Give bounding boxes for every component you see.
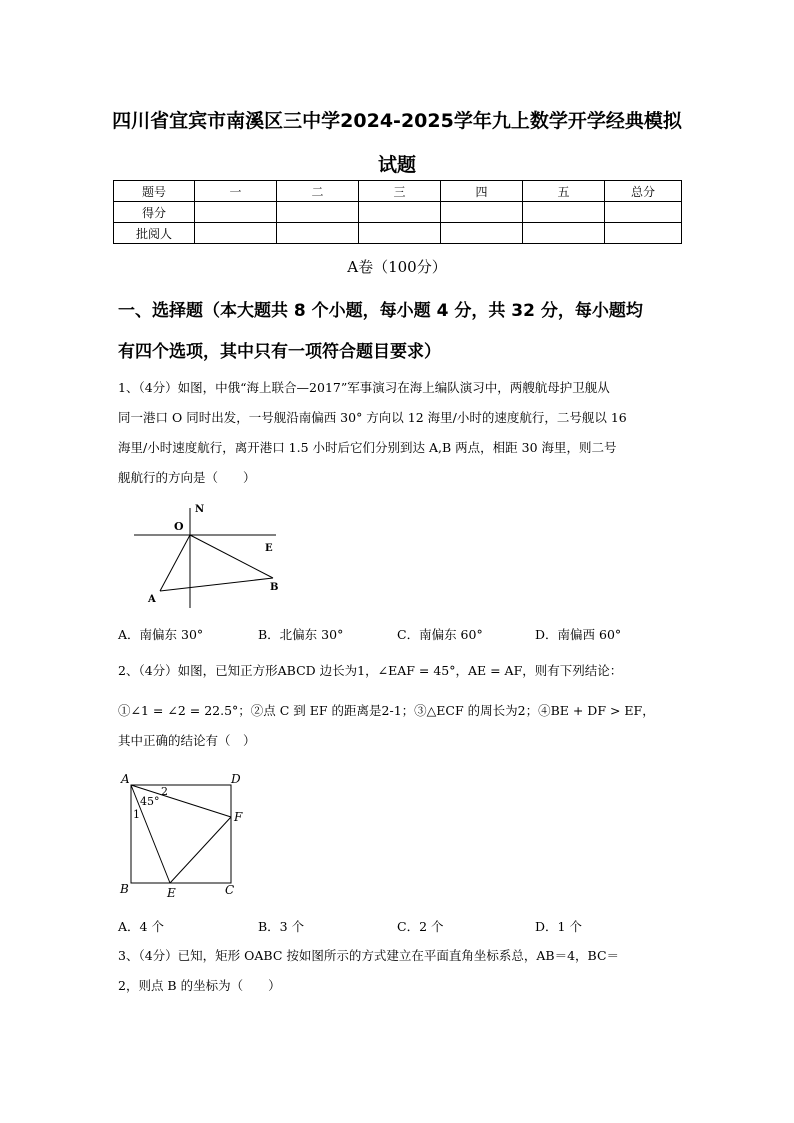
title-line-1: 四川省宜宾市南溪区三中学2024-2025学年九上数学开学经典模拟 — [112, 110, 682, 132]
q1-line: 舰航行的方向是（ ） — [118, 470, 256, 485]
q2-line: 其中正确的结论有（ ） — [118, 733, 256, 748]
score-cell — [441, 202, 523, 223]
section-heading-line-1: 一、选择题（本大题共 8 个小题，每小题 4 分，共 32 分，每小题均 — [118, 301, 643, 321]
section-heading-line-2: 有四个选项，其中只有一项符合题目要求） — [118, 342, 441, 362]
label-angle-2: 2 — [161, 785, 168, 798]
segment-ef — [170, 817, 231, 883]
score-cell — [523, 202, 605, 223]
score-table-header: 一 — [195, 181, 277, 202]
label-e: E — [265, 543, 273, 554]
title-line-2: 试题 — [377, 154, 416, 176]
score-cell — [359, 223, 441, 244]
q2-option-d: D．1 个 — [535, 919, 582, 934]
q1-option-a: A．南偏东 30° — [118, 627, 204, 642]
q2-option-c: C．2 个 — [397, 919, 444, 934]
score-table-header: 五 — [523, 181, 605, 202]
score-cell — [605, 223, 682, 244]
q1-option-b: B．北偏东 30° — [258, 627, 344, 642]
label-a: A — [148, 594, 156, 605]
score-table-row — [114, 223, 682, 244]
label-b: B — [270, 582, 279, 593]
label-o: O — [174, 520, 184, 533]
question-1-text — [118, 373, 678, 493]
score-cell — [277, 202, 359, 223]
q3-line: 3、（4分）已知，矩形 OABC 按如图所示的方式建立在平面直角坐标系总，AB＝4，BC＝ — [118, 948, 620, 963]
segment-ab — [160, 578, 273, 591]
score-table-header: 题号 — [114, 181, 195, 202]
label-angle-45: 45° — [140, 795, 160, 808]
q1-option-c: C．南偏东 60° — [397, 627, 483, 642]
score-table-header: 三 — [359, 181, 441, 202]
score-table-header: 四 — [441, 181, 523, 202]
label-e: E — [167, 886, 176, 900]
score-table-header: 二 — [277, 181, 359, 202]
label-c: C — [225, 883, 235, 897]
score-cell — [195, 223, 277, 244]
score-table-header: 总分 — [605, 181, 682, 202]
q1-option-d: D．南偏西 60° — [535, 627, 622, 642]
label-a: A — [121, 772, 130, 786]
q3-line: 2，则点 B 的坐标为（ ） — [118, 978, 281, 993]
score-table-header-row — [114, 181, 682, 202]
q2-option-a: A．4 个 — [118, 919, 164, 934]
question-2-text — [118, 656, 678, 756]
question-3-text — [118, 941, 678, 1001]
q1-line: 1、（4分）如图，中俄“海上联合—2017”军事演习在海上编队演习中，两艘航母护卫舰从 — [118, 380, 610, 395]
q2-figure — [115, 770, 255, 900]
score-table-row — [114, 202, 682, 223]
score-table-row-label: 得分 — [114, 202, 195, 223]
score-cell — [605, 202, 682, 223]
label-angle-1: 1 — [133, 808, 140, 821]
q1-figure — [128, 500, 288, 610]
label-d: D — [231, 772, 241, 786]
q1-line: 海里/小时速度航行，离开港口 1.5 小时后它们分别到达 A,B 两点，相距 30 海里，则二号 — [118, 440, 617, 455]
q2-line: 2、（4分）如图，已知正方形ABCD 边长为1，∠EAF = 45°，AE = AF，则有下列结论： — [118, 663, 623, 678]
label-n: N — [195, 504, 205, 515]
score-cell — [195, 202, 277, 223]
score-cell — [441, 223, 523, 244]
label-f: F — [234, 810, 243, 824]
segment-oa — [160, 535, 190, 591]
score-table-row-label: 批阅人 — [114, 223, 195, 244]
segment-ob — [190, 535, 273, 578]
score-cell — [359, 202, 441, 223]
score-cell — [523, 223, 605, 244]
q2-line: ①∠1 = ∠2 = 22.5°；②点 C 到 EF 的距离是2-1；③△ECF 的周长为2；④BE + DF > EF， — [118, 703, 655, 718]
q2-option-b: B．3 个 — [258, 919, 305, 934]
q1-line: 同一港口 O 同时出发，一号舰沿南偏西 30° 方向以 12 海里/小时的速度航行，二号舰以 16 — [118, 410, 627, 425]
score-cell — [277, 223, 359, 244]
volume-heading: A卷（100分） — [347, 258, 447, 276]
label-b: B — [120, 882, 129, 896]
score-table — [113, 180, 682, 244]
